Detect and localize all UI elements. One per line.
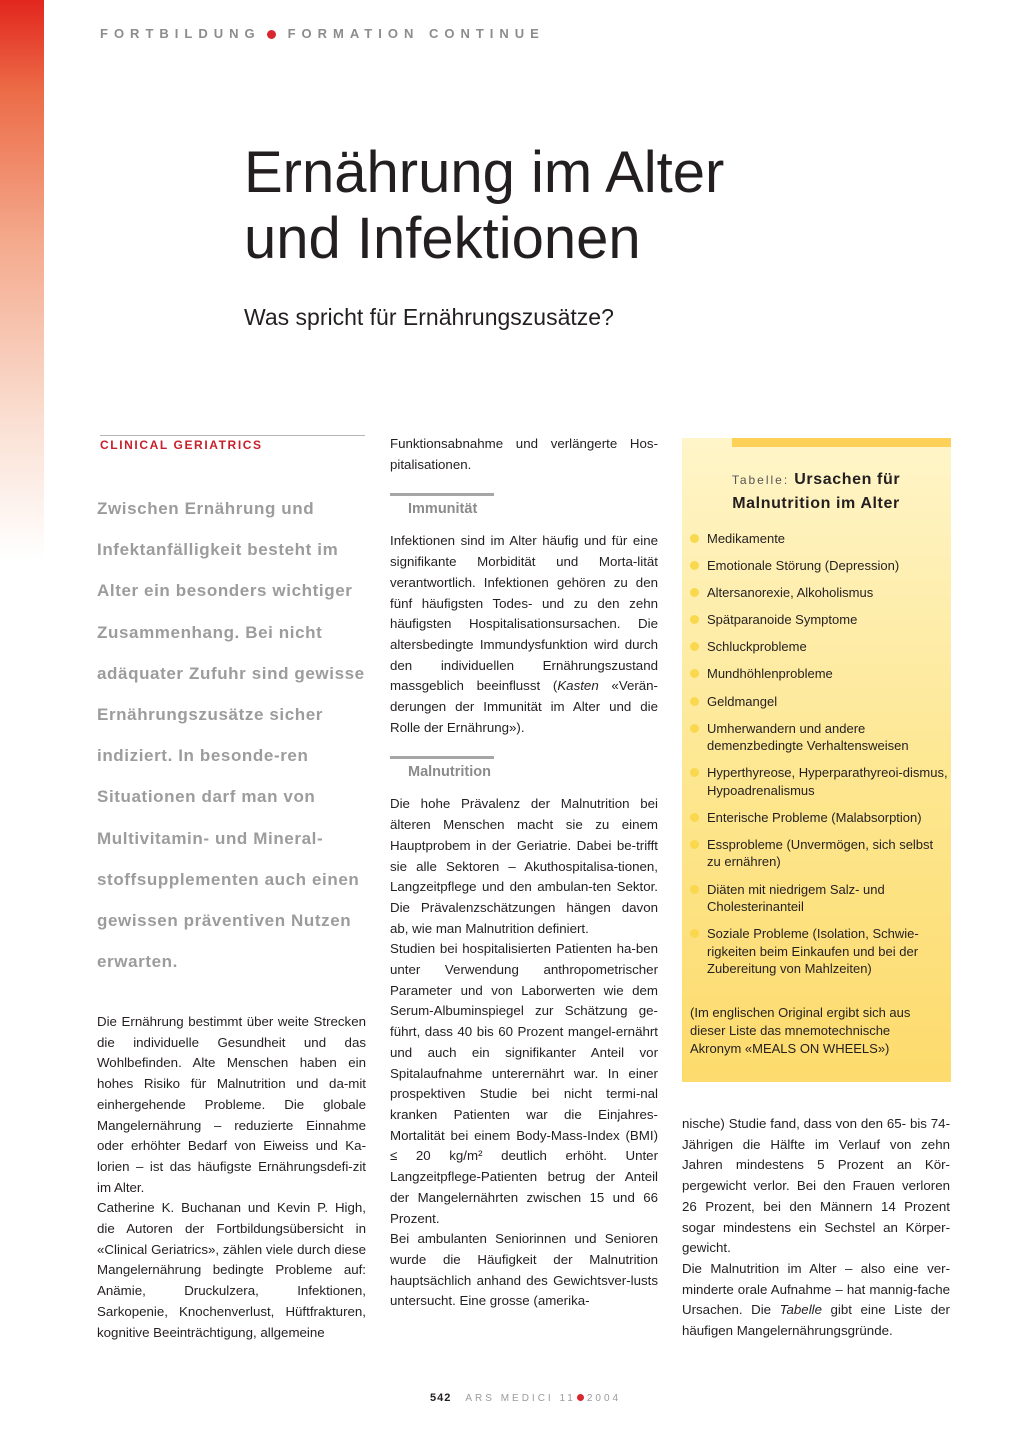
list-item-text: Soziale Probleme (Isolation, Schwie-rigkeiten beim Einkaufen und bei der Zubereitung von Mahlzeiten): [707, 926, 919, 977]
col2-paragraph-0: Funktionsabnahme und verlängerte Hos-pitalisationen.: [390, 436, 658, 472]
page-footer: [430, 1392, 621, 1404]
tabelle-ref: Tabelle: [779, 1302, 822, 1318]
list-item: [690, 809, 948, 827]
bullet-icon: [690, 615, 699, 624]
list-item-text: Emotionale Störung (Depression): [707, 558, 900, 574]
journal-name: ARS MEDICI 11: [465, 1393, 576, 1404]
bullet-icon: [690, 768, 699, 777]
bullet-icon: [690, 534, 699, 543]
list-item-text: Hyperthyreose, Hyperparathyreoi-dismus, Hypoadrenalismus: [707, 765, 948, 798]
list-item: [690, 925, 948, 978]
sidebar-label: Tabelle:: [731, 473, 790, 487]
subheading-bar: [390, 493, 494, 496]
col3-paragraph-2: [682, 1259, 950, 1342]
malnutrition-paragraph-3: Bei ambulanten Seniorinnen und Senioren wurde die Häufigkeit der Malnutrition hauptsächlich anhand des Gewichtsver-lusts untersucht. Eine grosse (amerika-: [390, 1231, 658, 1309]
section-divider: [100, 435, 365, 436]
bullet-icon: [690, 697, 699, 706]
list-item: [690, 557, 948, 575]
subheading-text: Immunität: [408, 501, 478, 518]
bullet-icon: [690, 885, 699, 894]
list-item: [690, 665, 948, 683]
journal-year: 2004: [586, 1393, 622, 1404]
header-left: FORTBILDUNG: [100, 26, 261, 41]
list-item-text: Umherwandern und andere demenzbedingte Verhaltensweisen: [707, 720, 909, 754]
footer-dot-icon: [577, 1394, 584, 1401]
column-1: [97, 1012, 366, 1343]
col3-text-b: gibt eine Liste der häufigen Mangelernährungsgründe.: [682, 1302, 950, 1339]
header-right: FORMATION CONTINUE: [287, 26, 545, 41]
list-item-text: Essprobleme (Unvermögen, sich selbst zu ernähren): [707, 836, 934, 870]
sidebar-list: [690, 530, 948, 987]
list-item-text: Enterische Probleme (Malabsorption): [707, 809, 922, 825]
list-item: [690, 611, 948, 629]
subheading-text: Malnutrition: [408, 764, 491, 781]
col3-paragraph-1: nische) Studie fand, dass von den 65- bis 74-Jährigen die Hälfte im Verlauf von zehn Jahren mindestens 5 Prozent an Kör-pergewicht verlor. Bei den Frauen verloren 26 Prozent, bei den Männern 14 Prozent sogar mindestens ein Sechstel an Körper-gewicht.: [682, 1116, 950, 1256]
header-dot-icon: [267, 30, 276, 39]
col1-paragraph-2: Catherine K. Buchanan und Kevin P. High, die Autoren der Fortbildungsübersicht in «Clinical Geriatrics», zählen viele durch diese Mangelernährung bedingte Probleme auf: Anämie, Druckulzera, Infektionen, Sarkopenie, Knochenverlust, Hüftfrakturen, kognitive Beeinträchtigung, allgemeine: [97, 1200, 366, 1340]
list-item-text: Mundhöhlenprobleme: [707, 666, 833, 682]
list-item-text: Spätparanoide Symptome: [707, 612, 858, 628]
subheading-immunitaet: [390, 493, 658, 517]
malnutrition-paragraph-1: Die hohe Prävalenz der Malnutrition bei älteren Menschen macht sie zu einem Hauptprobem in der Geriatrie. Dabei be-trifft sie alle Sektoren – Akuthospitalisa-tionen, Langzeitpflege und den ambulan-ten Sektor. Die Prävalenzschätzungen hängen davon ab, wie man Malnutrition definiert.: [390, 796, 658, 936]
immunitaet-text-b: «Verän-derungen der Immunität im Alter und die Rolle der Ernährung»).: [390, 678, 658, 735]
bullet-icon: [690, 669, 699, 678]
running-header: [100, 26, 545, 41]
bullet-icon: [690, 724, 699, 733]
list-item: [690, 584, 948, 602]
list-item-text: Diäten mit niedrigem Salz- und Cholesterinanteil: [707, 881, 885, 915]
kasten-ref: Kasten: [557, 678, 599, 694]
lead-paragraph: Zwischen Ernährung und Infektanfälligkeit besteht im Alter ein besonders wichtiger Zusammenhang. Bei nicht adäquater Zufuhr sind gewisse Ernährungszusätze sicher indiziert. In besonde-ren Situationen darf man von Multivitamin- und Mineral-stoffsupplementen auch einen gewissen präventiven Nutzen erwarten.: [97, 499, 365, 972]
list-item-text: Altersanorexie, Alkoholismus: [707, 585, 874, 601]
list-item: [690, 764, 948, 799]
list-item: [690, 720, 948, 755]
article-title: [244, 140, 964, 272]
column-3: [682, 1114, 950, 1342]
title-line-1: Ernährung im Alter: [244, 140, 725, 205]
subheading-malnutrition: [390, 756, 658, 780]
list-item-text: Medikamente: [707, 531, 786, 546]
col3-text-a: Die Malnutrition im Alter – also eine ver-minderte orale Aufnahme – hat mannig-fache Ursachen. Die: [682, 1260, 950, 1318]
section-label: CLINICAL GERIATRICS: [100, 438, 263, 452]
red-edge-bar: [0, 0, 44, 560]
sidebar-title-a: Ursachen für: [794, 471, 901, 488]
col1-paragraph-1: Die Ernährung bestimmt über weite Strecken die individuelle Gesundheit und das Wohlbefinden. Alte Menschen haben ein hohes Risiko für Malnutrition und da-mit einhergehende Probleme. Die globale Mangelernährung – reduzierte Einnahme oder erhöhter Bedarf von Eiweiss und Ka-lorien – ist das häufigste Ernährungsdefi-zit im Alter.: [97, 1014, 366, 1195]
bullet-icon: [690, 642, 699, 651]
sidebar-caption: [696, 468, 936, 515]
immunitaet-text-a: Infektionen sind im Alter häufig und für eine signifikante Morbidität und Morta-lität verantwortlich. Infektionen gehören zu den fünf häufigsten Todes- und zu den zehn häufigsten Hospitalisationsursachen. Die altersbedingte Immundysfunktion wird durch den individuellen Ernährungszustand massgeblich beeinflusst (: [390, 533, 658, 694]
list-item: [690, 693, 948, 711]
immunitaet-paragraph: [390, 531, 658, 738]
column-2: [390, 434, 658, 1312]
sidebar-title-b: Malnutrition im Alter: [732, 495, 900, 512]
list-item: [690, 836, 948, 871]
bullet-icon: [690, 840, 699, 849]
bullet-icon: [690, 929, 699, 938]
list-item: [690, 638, 948, 656]
subheading-bar: [390, 756, 494, 759]
bullet-icon: [690, 588, 699, 597]
list-item: [690, 530, 948, 548]
list-item: [690, 881, 948, 916]
sidebar-top-bar: [732, 438, 951, 447]
page-number: 542: [430, 1392, 452, 1404]
list-item-text: Schluckprobleme: [707, 639, 807, 655]
table-sidebar: [682, 438, 951, 1082]
sidebar-note: (Im englischen Original ergibt sich aus dieser Liste das mnemotechnische Akronym «MEALS ON WHEELS»): [690, 1005, 911, 1056]
article-subtitle: Was spricht für Ernährungszusätze?: [244, 304, 614, 330]
title-line-2: und Infektionen: [244, 206, 641, 271]
list-item-text: Geldmangel: [707, 693, 778, 709]
bullet-icon: [690, 813, 699, 822]
bullet-icon: [690, 561, 699, 570]
malnutrition-paragraph-2: Studien bei hospitalisierten Patienten ha-ben unter Verwendung anthropometrischer Parameter und von Laborwerten wie dem Serum-Albuminspiegel zur Schätzung ge-führt, dass 40 bis 60 Prozent mangel-ernährt und auch ein signifikanter Anteil vor Spitalaufnahme unterernährt war. In einer prospektiven Studie bei nicht termi-nal kranken Patienten war die Einjahres-Mortalität bei einem Body-Mass-Index (BMI) ≤ 20 kg/m² deutlich erhöht. Unter Langzeitpflege-Patienten betrug der Anteil der Mangelernährten zwischen 15 und 66 Prozent.: [390, 941, 658, 1226]
